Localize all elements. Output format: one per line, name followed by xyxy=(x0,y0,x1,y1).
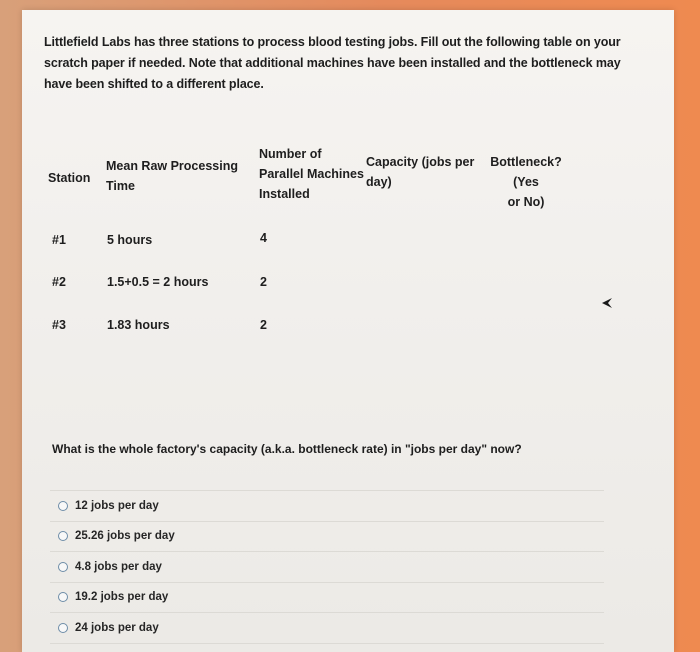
radio-button-icon[interactable] xyxy=(58,562,68,572)
option-5[interactable] xyxy=(50,612,604,644)
option-4[interactable] xyxy=(50,582,604,613)
header-bottleneck-line1: Bottleneck? (Yes xyxy=(490,155,562,189)
header-capacity-line1: Capacity (jobs per xyxy=(366,155,475,169)
row-3-time: 1.83 hours xyxy=(107,318,170,332)
header-mean-time-line1: Mean Raw Processing xyxy=(106,159,238,173)
header-machines xyxy=(259,144,364,204)
radio-button-icon[interactable] xyxy=(58,531,68,541)
option-2[interactable] xyxy=(50,521,604,552)
row-2-time: 1.5+0.5 = 2 hours xyxy=(107,275,209,289)
header-machines-line3: Installed xyxy=(259,187,310,201)
option-1[interactable] xyxy=(50,490,604,521)
header-mean-time-line2: Time xyxy=(106,179,135,193)
header-capacity-line2: day) xyxy=(366,175,392,189)
row-1-time: 5 hours xyxy=(107,233,153,247)
question-text: What is the whole factory's capacity (a.k.a. bottleneck rate) in "jobs per day" now? xyxy=(52,442,522,456)
header-station: Station xyxy=(48,171,91,185)
row-3-machines: 2 xyxy=(260,318,267,332)
header-capacity xyxy=(366,152,474,192)
header-mean-time xyxy=(106,156,238,196)
option-label[interactable]: 4.8 jobs per day xyxy=(75,560,162,573)
option-3[interactable] xyxy=(50,551,604,582)
answer-options xyxy=(50,490,604,644)
row-1-machines: 4 xyxy=(260,231,267,245)
option-label[interactable]: 25.26 jobs per day xyxy=(75,530,175,543)
question-card xyxy=(22,10,674,652)
radio-button-icon[interactable] xyxy=(58,592,68,602)
header-bottleneck xyxy=(476,152,576,212)
radio-button-icon[interactable] xyxy=(58,623,68,633)
option-label[interactable]: 12 jobs per day xyxy=(75,499,159,512)
row-2-station: #2 xyxy=(52,275,66,289)
intro-paragraph: Littlefield Labs has three stations to process blood testing jobs. Fill out the following table on your scratch paper if needed. Note that additional machines have been installed and the bottleneck may have been shifted to a different place. xyxy=(44,35,621,91)
row-1-station: #1 xyxy=(52,233,66,247)
header-machines-line2: Parallel Machines xyxy=(259,167,364,181)
option-label[interactable]: 24 jobs per day xyxy=(75,621,159,634)
row-3-station: #3 xyxy=(52,318,66,332)
option-label[interactable]: 19.2 jobs per day xyxy=(75,591,169,604)
mouse-cursor-icon xyxy=(600,296,614,310)
header-bottleneck-line2: or No) xyxy=(507,195,545,209)
header-machines-line1: Number of xyxy=(259,147,322,161)
radio-button-icon[interactable] xyxy=(58,501,68,511)
row-2-machines: 2 xyxy=(260,275,267,289)
